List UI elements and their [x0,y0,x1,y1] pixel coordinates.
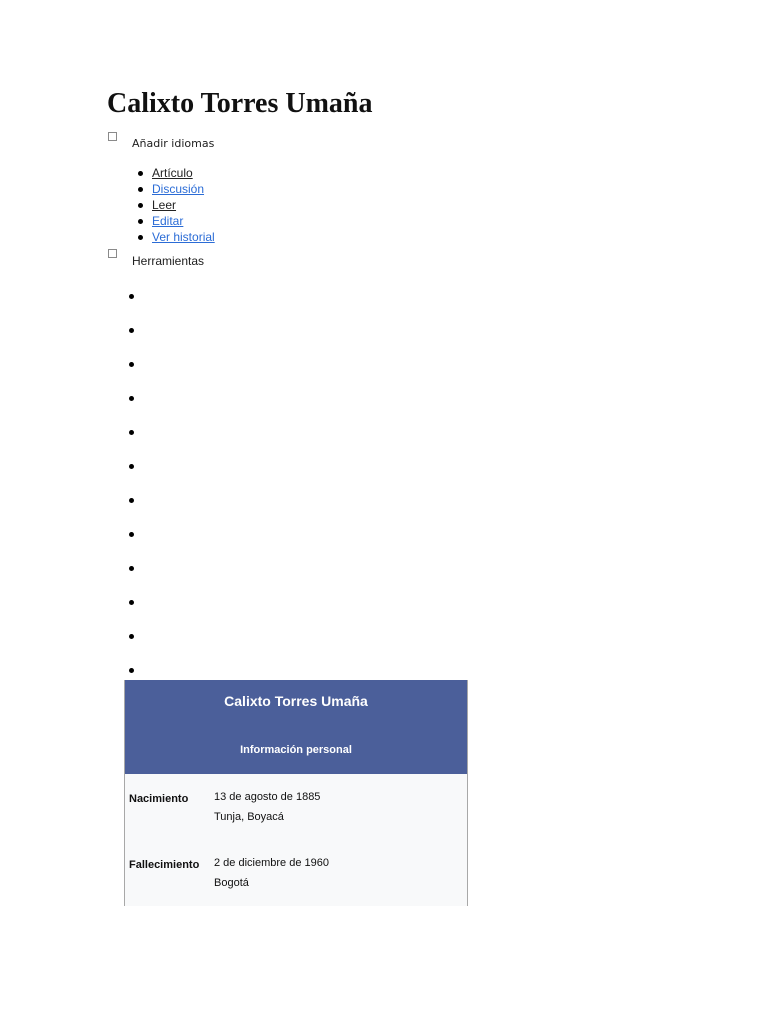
tab-edit [138,213,215,229]
tools-list-item [129,634,134,639]
tools-checkbox[interactable] [108,249,117,258]
tools-list-item [129,430,134,435]
birth-date: 13 de agosto de 1885 [214,791,321,803]
death-date: 2 de diciembre de 1960 [214,857,329,869]
tools-list-item [129,328,134,333]
languages-checkbox[interactable] [108,132,117,141]
death-label: Fallecimiento [129,859,200,871]
tab-read [138,197,215,213]
add-languages-label[interactable]: Añadir idiomas [132,137,215,150]
tools-list-item [129,464,134,469]
death-place: Bogotá [214,877,249,889]
birth-value [214,787,320,827]
tab-discussion-link[interactable]: Discusión [152,182,205,196]
tools-list-item [129,498,134,503]
page-tabs [138,165,215,245]
infobox-title: Calixto Torres Umaña [224,693,368,709]
tab-article [138,165,215,181]
tools-list-item [129,668,134,673]
tab-article-link[interactable]: Artículo [152,166,193,180]
tools-list-item [129,294,134,299]
infobox-header [125,680,467,774]
tab-edit-link[interactable]: Editar [152,214,184,228]
tools-list-item [129,362,134,367]
tools-label[interactable]: Herramientas [132,254,205,268]
birth-place: Tunja, Boyacá [214,811,284,823]
tab-discussion [138,181,215,197]
tools-list-item [129,396,134,401]
death-value [214,853,329,893]
tools-list-item [129,600,134,605]
tools-list-item [129,532,134,537]
tab-history [138,229,215,245]
tab-read-link[interactable]: Leer [152,198,177,212]
infobox-section-heading: Información personal [240,744,352,756]
birth-label: Nacimiento [129,793,189,805]
tools-list-item [129,566,134,571]
infobox [124,680,468,906]
tab-history-link[interactable]: Ver historial [152,230,215,244]
page-title: Calixto Torres Umaña [107,88,373,119]
